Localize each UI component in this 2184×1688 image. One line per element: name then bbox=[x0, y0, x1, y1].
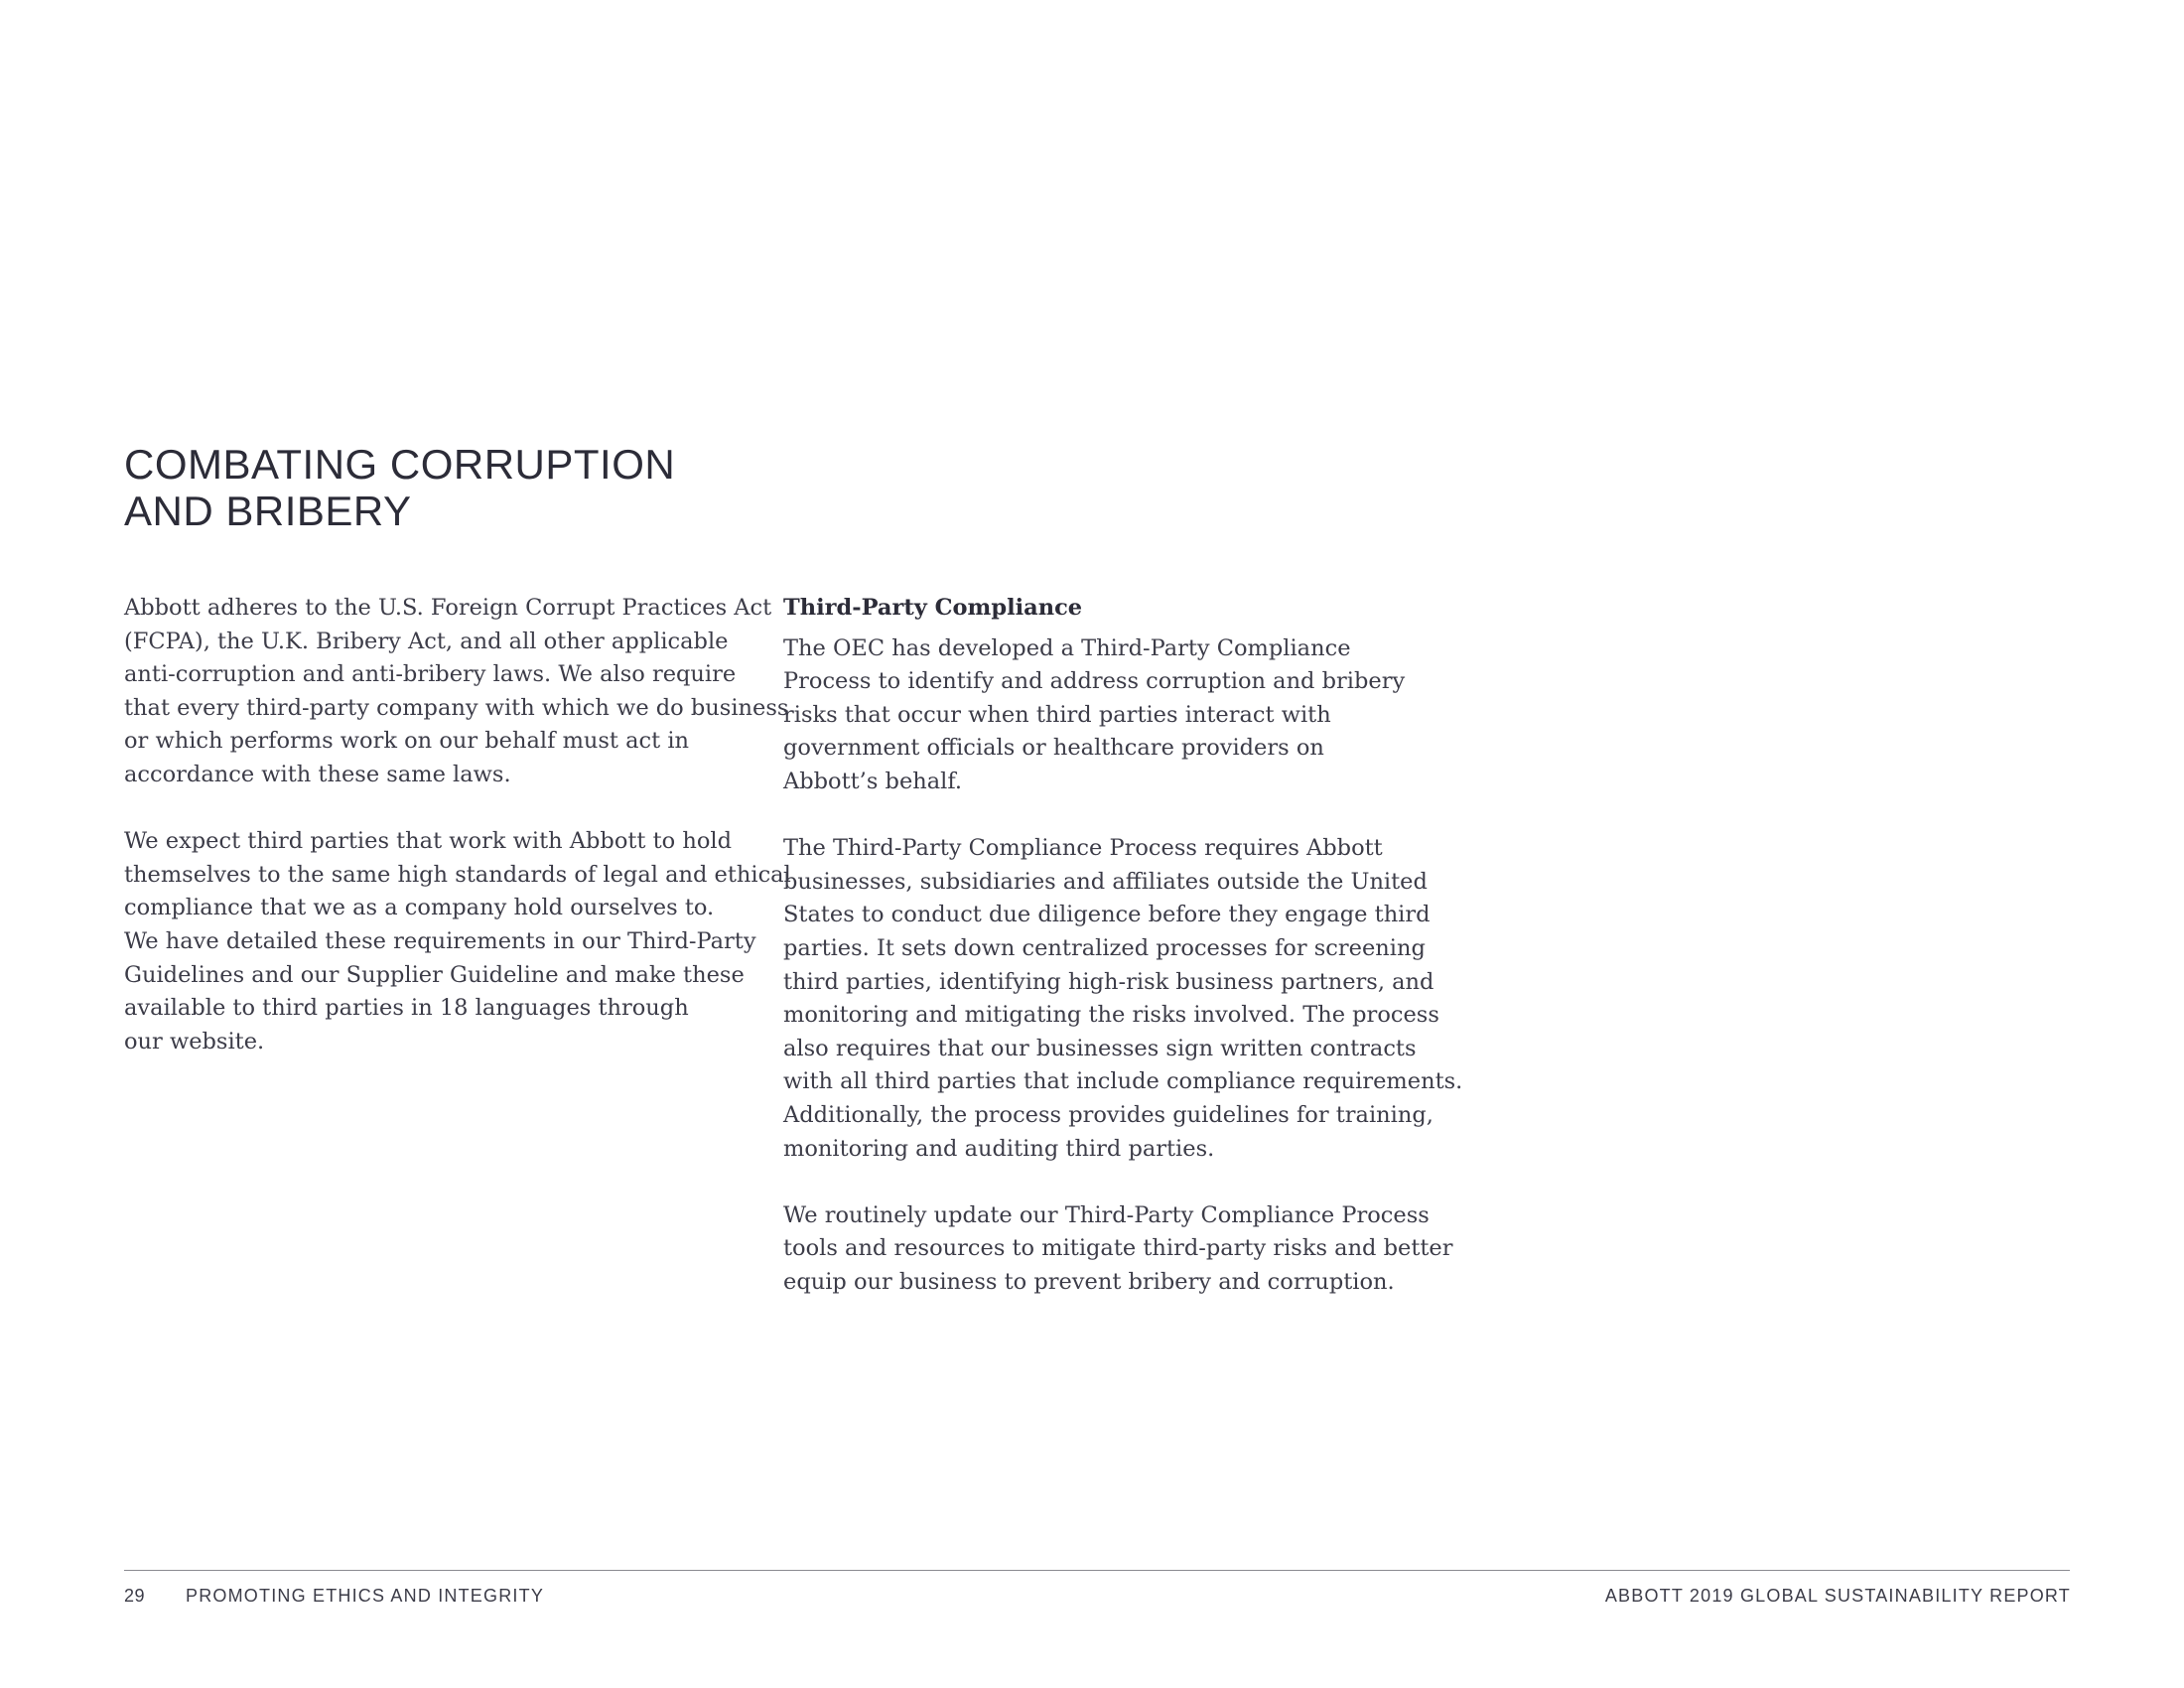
text-line: States to conduct due diligence before they engage third bbox=[783, 902, 1431, 928]
page-heading bbox=[124, 441, 879, 534]
text-line: parties. It sets down centralized processes for screening bbox=[783, 934, 1426, 961]
text-line: We have detailed these requirements in our Third-Party bbox=[124, 927, 756, 954]
left-column bbox=[124, 592, 791, 1092]
text-line: risks that occur when third parties interact with bbox=[783, 701, 1331, 728]
left-paragraph-1 bbox=[124, 592, 789, 792]
text-line: The OEC has developed a Third-Party Compliance bbox=[783, 634, 1351, 661]
text-line: We routinely update our Third-Party Compliance Process bbox=[783, 1201, 1430, 1228]
right-paragraph-3 bbox=[783, 1199, 1453, 1300]
text-line: available to third parties in 18 languages through bbox=[124, 995, 689, 1022]
text-line: our website. bbox=[124, 1028, 265, 1055]
text-line: Additionally, the process provides guidelines for training, bbox=[783, 1101, 1433, 1128]
text-line: Process to identify and address corruption and bribery bbox=[783, 668, 1406, 695]
page-heading-line-2: AND BRIBERY bbox=[124, 488, 412, 534]
page-heading-line-1: COMBATING CORRUPTION bbox=[124, 441, 676, 488]
text-line: or which performs work on our behalf must act in bbox=[124, 728, 690, 755]
text-line: third parties, identifying high-risk business partners, and bbox=[783, 968, 1434, 995]
text-line: compliance that we as a company hold ourselves to. bbox=[124, 895, 715, 921]
text-line: with all third parties that include compliance requirements. bbox=[783, 1068, 1463, 1095]
footer-report-title: ABBOTT 2019 GLOBAL SUSTAINABILITY REPORT bbox=[1604, 1586, 2071, 1606]
text-line: monitoring and mitigating the risks involved. The process bbox=[783, 1002, 1439, 1029]
right-paragraph-1 bbox=[783, 633, 1419, 799]
text-line: tools and resources to mitigate third-party risks and better bbox=[783, 1235, 1453, 1262]
text-line: anti-corruption and anti-bribery laws. We also require bbox=[124, 661, 737, 688]
text-line: We expect third parties that work with Abbott to hold bbox=[124, 828, 732, 855]
subheading-third-party-compliance: Third-Party Compliance bbox=[783, 595, 1083, 621]
footer-divider bbox=[124, 1570, 2070, 1571]
text-line: Abbott adheres to the U.S. Foreign Corrupt Practices Act bbox=[124, 595, 772, 621]
text-line: themselves to the same high standards of legal and ethical bbox=[124, 861, 791, 888]
right-paragraph-2 bbox=[783, 832, 1463, 1166]
footer-section-title: PROMOTING ETHICS AND INTEGRITY bbox=[186, 1586, 545, 1606]
text-line: The Third-Party Compliance Process requires Abbott bbox=[783, 835, 1383, 862]
text-line: also requires that our businesses sign written contracts bbox=[783, 1035, 1417, 1061]
text-line: businesses, subsidiaries and affiliates outside the United bbox=[783, 868, 1428, 895]
left-paragraph-2 bbox=[124, 825, 791, 1058]
text-line: accordance with these same laws. bbox=[124, 761, 511, 787]
text-line: Abbott’s behalf. bbox=[783, 768, 963, 794]
text-line: that every third-party company with which we do business bbox=[124, 694, 789, 721]
text-line: government officials or healthcare providers on bbox=[783, 735, 1324, 762]
text-line: (FCPA), the U.K. Bribery Act, and all other applicable bbox=[124, 628, 729, 654]
footer-page-number: 29 bbox=[124, 1586, 146, 1606]
text-line: equip our business to prevent bribery and corruption. bbox=[783, 1268, 1395, 1295]
right-column bbox=[783, 592, 1463, 1333]
text-line: Guidelines and our Supplier Guideline and make these bbox=[124, 961, 745, 988]
text-line: monitoring and auditing third parties. bbox=[783, 1135, 1215, 1162]
